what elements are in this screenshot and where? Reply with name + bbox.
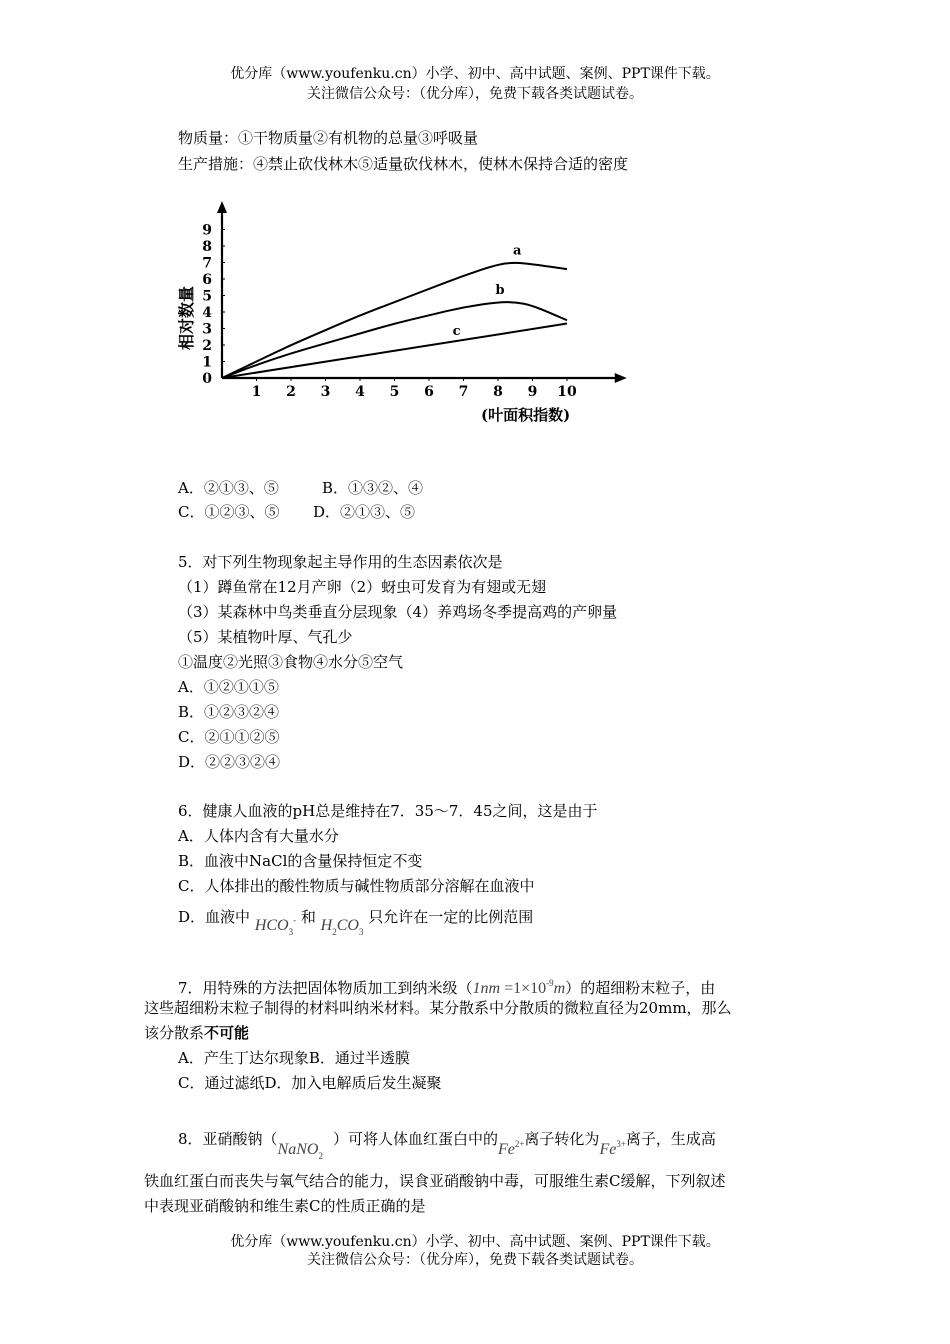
q5-option-c: C．②①①②⑤ (178, 728, 280, 746)
q7-options-2: C．通过滤纸D．加入电解质后发生凝聚 (178, 1074, 442, 1092)
formula-hco3: $HCO_3^-$ (254, 915, 297, 937)
q8-line-1: 8．亚硝酸钠（NaNO$_2$）可将人体血红蛋白中的$Fe^{2+}$离子转化为$Fe^{3+}$离子，生成高 (178, 1130, 716, 1161)
formula-fe3: $Fe^{3+}$ (599, 1139, 626, 1158)
q5-item-2: （3）某森林中鸟类垂直分层现象（4）养鸡场冬季提高鸡的产卵量 (178, 603, 618, 621)
formula-h2co3: $H_2CO_3$ (320, 917, 364, 937)
q5-option-b: B．①②③②④ (178, 703, 280, 721)
series-label-b: b (495, 283, 505, 299)
q7-line-3: 该分散系不可能 (144, 1024, 250, 1042)
y-tick-label: 7 (202, 255, 212, 272)
q6-option-c: C．人体排出的酸性物质与碱性物质部分溶解在血液中 (178, 877, 535, 895)
series-line-a (222, 263, 567, 378)
x-tick-label: 4 (355, 384, 365, 400)
q5-stem: 5．对下列生物现象起主导作用的生态因素依次是 (178, 553, 503, 571)
q5-item-3: （5）某植物叶厚、气孔少 (178, 628, 353, 646)
q5-factors: ①温度②光照③食物④水分⑤空气 (178, 653, 404, 671)
q8-line-2: 铁血红蛋白而丧失与氧气结合的能力，误食亚硝酸钠中毒，可服维生素C缓解，下列叙述 (144, 1172, 726, 1190)
y-tick-label: 0 (202, 371, 212, 387)
series-line-b (222, 302, 567, 378)
footer-line-2: 关注微信公众号：（优分库），免费下载各类试题试卷。 (307, 1252, 643, 1268)
footer-line-1: 优分库（www.youfenku.cn）小学、初中、高中试题、案例、PPT课件下载。 (230, 1234, 720, 1250)
q8-line-3: 中表现亚硝酸钠和维生素C的性质正确的是 (144, 1197, 426, 1215)
y-axis-label: 相对数量 (177, 285, 196, 351)
series-label-a: a (513, 243, 522, 259)
series-label-c: c (452, 323, 461, 339)
x-tick-label: 6 (424, 384, 434, 400)
x-tick-label: 7 (458, 384, 469, 400)
y-tick-label: 6 (202, 272, 212, 288)
x-tick-label: 2 (286, 384, 296, 400)
header-line-2: 关注微信公众号：（优分库），免费下载各类试题试卷。 (307, 86, 643, 102)
q6-option-a: A．人体内含有大量水分 (178, 827, 339, 845)
q4-measures: 生产措施：④禁止砍伐林木⑤适量砍伐林木，使林木保持合适的密度 (178, 155, 629, 173)
leaf-area-chart (170, 190, 630, 430)
y-axis-arrow (217, 201, 227, 213)
formula-nanometer: $1nm =1\times 10^{-9}m$ (472, 978, 566, 997)
q6-option-b: B．血液中NaCl的含量保持恒定不变 (178, 852, 423, 870)
x-tick-label: 9 (527, 384, 538, 400)
y-tick-label: 1 (202, 354, 212, 371)
y-tick-label: 2 (202, 338, 212, 354)
y-tick-label: 5 (202, 288, 212, 305)
q7-line-1: 7．用特殊的方法把固体物质加工到纳米级$(1nm =1\times 10^{-9}m)$的超细粉末粒子，由 (178, 978, 716, 997)
x-axis-arrow (615, 373, 627, 383)
q7-options-1: A．产生丁达尔现象B．通过半透膜 (178, 1049, 410, 1067)
q7-line-2: 这些超细粉末粒子制得的材料叫纳米材料。某分散系中分散质的微粒直径为20mm，那么 (144, 999, 732, 1017)
y-tick-label: 3 (202, 321, 212, 338)
y-tick-label: 8 (202, 239, 212, 255)
x-tick-label: 8 (493, 384, 503, 400)
series-line-c (222, 324, 567, 378)
x-tick-label: 10 (557, 384, 577, 400)
x-tick-label: 1 (251, 384, 262, 400)
q4-option-a: A．②①③、⑤ (178, 479, 279, 497)
q6-option-d: D．血液中 $HCO_3^-$ 和 $H_2CO_3$ 只允许在一定的比例范围 (178, 908, 534, 937)
q4-substances: 物质量：①干物质量②有机物的总量③呼吸量 (178, 129, 479, 147)
x-tick-label: 5 (389, 384, 400, 400)
q5-option-d: D．②②③②④ (178, 753, 281, 771)
q5-option-a: A．①②①①⑤ (178, 678, 279, 696)
q4-option-b: B．①③②、④ (322, 479, 424, 497)
header-line-1: 优分库（www.youfenku.cn）小学、初中、高中试题、案例、PPT课件下载。 (230, 66, 720, 82)
q6-stem: 6．健康人血液的pH总是维持在7．35～7．45之间，这是由于 (178, 802, 598, 820)
x-axis-label: (叶面积指数) (480, 406, 571, 424)
formula-fe2: $Fe^{2+}$ (497, 1139, 525, 1158)
x-tick-label: 3 (320, 384, 331, 400)
formula-nano2: NaNO$_2$ (277, 1141, 323, 1161)
y-tick-label: 9 (202, 222, 212, 239)
q4-option-c: C．①②③、⑤ (178, 503, 280, 521)
q4-option-d: D．②①③、⑤ (313, 503, 416, 521)
y-tick-label: 4 (202, 305, 212, 321)
q5-item-1: （1）蹲鱼常在12月产卵（2）蚜虫可发育为有翅或无翅 (178, 578, 547, 596)
